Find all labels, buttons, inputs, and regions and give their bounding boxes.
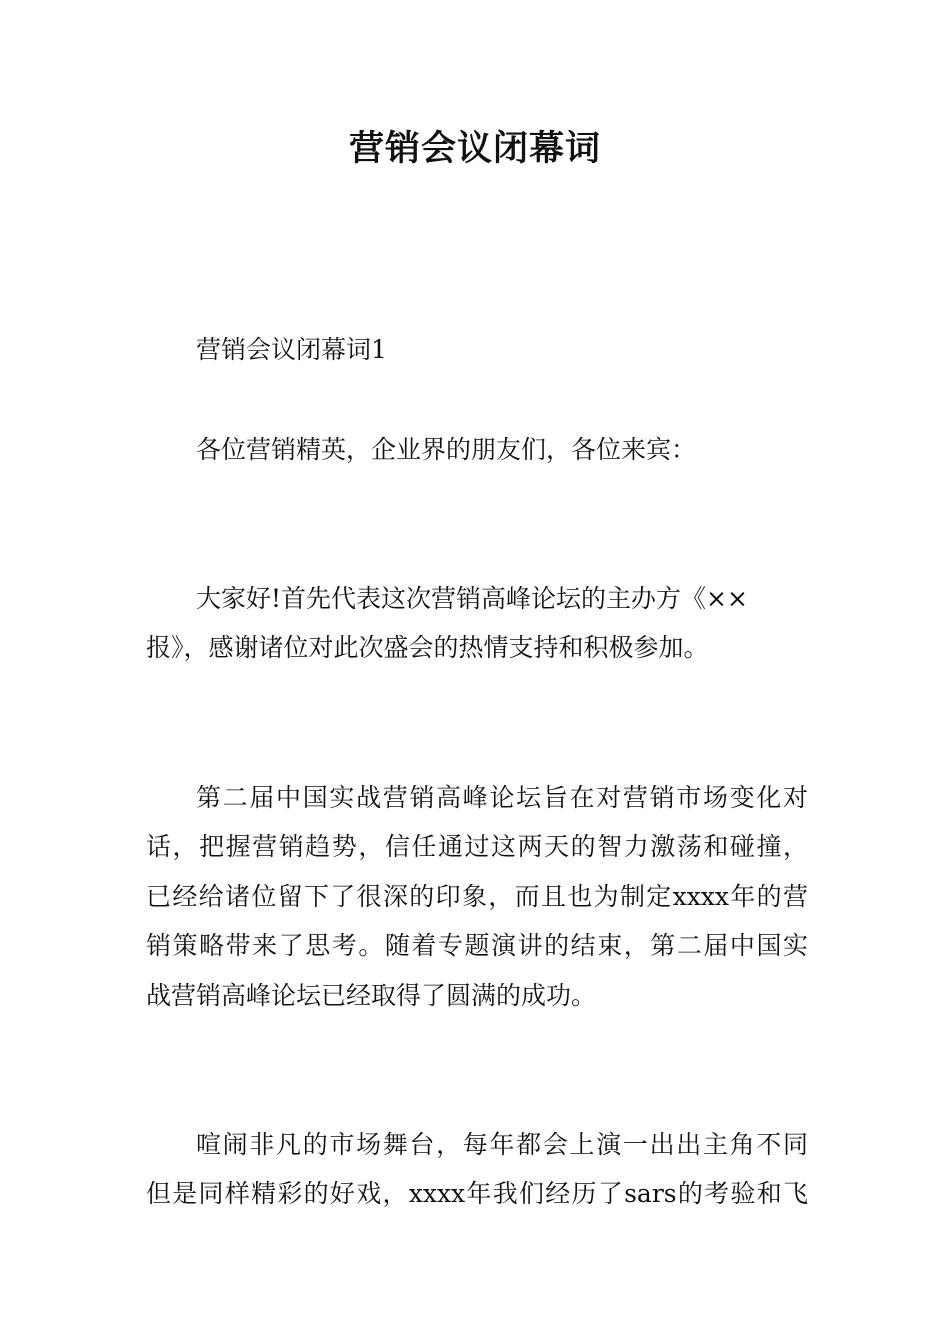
paragraph-line: 大家好!首先代表这次营销高峰论坛的主办方《×× — [196, 584, 748, 613]
paragraph-line: 已经给诸位留下了很深的印象，而且也为制定xxxx年的营 — [146, 882, 808, 911]
paragraph-line: 喧闹非凡的市场舞台，每年都会上演一出出主角不同 — [196, 1130, 808, 1159]
salutation: 各位营销精英，企业界的朋友们，各位来宾： — [196, 435, 697, 464]
paragraph-line: 销策略带来了思考。随着专题演讲的结束，第二届中国实 — [146, 931, 808, 960]
section-heading: 营销会议闭幕词1 — [196, 335, 387, 364]
paragraph-line: 话，把握营销趋势，信任通过这两天的智力激荡和碰撞， — [146, 832, 808, 861]
paragraph-line: 报》，感谢诸位对此次盛会的热情支持和积极参加。 — [146, 633, 709, 662]
paragraph-line: 但是同样精彩的好戏，xxxx年我们经历了sars的考验和飞 — [146, 1179, 808, 1208]
paragraph-line: 战营销高峰论坛已经取得了圆满的成功。 — [146, 981, 597, 1010]
document-title: 营销会议闭幕词 — [348, 129, 601, 169]
paragraph-line: 第二届中国实战营销高峰论坛旨在对营销市场变化对 — [196, 783, 808, 812]
